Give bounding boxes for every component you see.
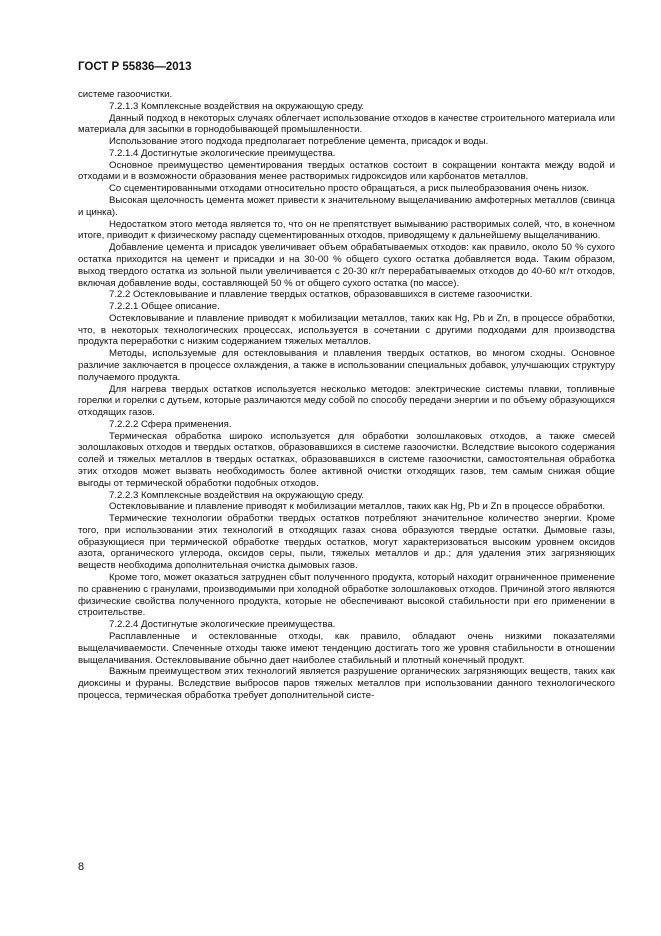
paragraph: Методы, используемые для остекловывания и плавления твердых остатков, во многом сходны. Основное различие заключается в процессе охлаждения, а также в использовании специальных добавок, улучшающих структуру получаемого продукта. — [78, 348, 615, 383]
document-header: ГОСТ Р 55836—2013 — [78, 61, 192, 73]
paragraph: Со сцементированными отходами относительно просто обращаться, а риск пылеобразования очень низок. — [109, 183, 589, 195]
paragraph: системе газоочистки. — [78, 89, 173, 100]
section-heading: 7.2.2.3 Комплексные воздействия на окружающую среду. — [109, 489, 365, 501]
paragraph: Высокая щелочность цемента может привести к значительному выщелачиванию амфотерных металлов (свинца и цинка). — [78, 195, 615, 218]
document-body — [78, 89, 615, 702]
section-heading: 7.2.2.4 Достигнутые экологические преимущества. — [109, 619, 336, 631]
paragraph: Остекловывание и плавление приводят к мобилизации металлов, таких как Hg, Pb и Zn, в процессе обработки, что, в некоторых технологических процессах, используется в сочетании с другими подходами для производства продукта переработки с низким содержанием тяжелых металлов. — [78, 312, 615, 348]
section-heading: 7.2.2.1 Общее описание. — [109, 301, 220, 313]
paragraph: Основное преимущество цементирования твердых остатков состоит в сокращении контакта между водой и отходами и в возможности образования менее растворимых гидроксидов или карбонатов металлов. — [78, 159, 615, 183]
section-heading: 7.2.1.4 Достигнутые экологические преимущества. — [109, 147, 336, 159]
section-heading: 7.2.2 Остекловывание и плавление твердых остатков, образовавшихся в системе газоочистки. — [109, 289, 533, 301]
paragraph: Термические технологии обработки твердых остатков потребляют значительное количество энергии. Кроме того, при использовании этих технологий в отходящих газах снова образуются твердые остатки. Дымовые газы, образующиеся при термической обработке твердых остатков, могут характеризоваться высоким уровнем оксидов азота, органического углерода, оксидов серы, пыли, тяжелых металлов и др.; для удаления этих загрязняющих веществ необходима дополнительная очистка дымовых газов. — [78, 513, 615, 572]
page-number: 8 — [78, 861, 85, 873]
paragraph: Важным преимуществом этих технологий является разрушение органических загрязняющих веществ, таких как диоксины и фураны. Вследствие выбросов паров тяжелых металлов при использовании данного технологического процесса, термическая обработка требует дополнительной систе- — [78, 666, 615, 701]
paragraph: Термическая обработка широко используется для обработки золошлаковых отходов, а также смесей золошлаковых отходов и твердых остатков, образовавшихся в системе газоочистки. Вследствие высокого содержания солей и тяжелых металлов в твердых остатках, образовавшихся в системе газоочистки, самостоятельная обработка этих отходов может вызвать необходимость более активной очистки отходящих газов, тем самым снижая общие выгоды от термической обработки подобных отходов. — [78, 430, 615, 489]
paragraph: Для нагрева твердых остатков используется несколько методов: электрические системы плавки, топливные горелки и горелки с дутьем, которые различаются меду собой по способу передачи энергии и по объему образующихся отходящих газов. — [78, 383, 615, 419]
paragraph: Использование этого подхода предполагает потребление цемента, присадок и воды. — [109, 136, 489, 148]
section-heading: 7.2.1.3 Комплексные воздействия на окружающую среду. — [109, 100, 365, 112]
section-heading: 7.2.2.2 Сфера применения. — [109, 418, 232, 430]
paragraph: Данный подход в некоторых случаях облегчает использование отходов в качестве строительного материала или материала для засыпки в горнодобывающей промышленности. — [78, 112, 615, 136]
paragraph: Кроме того, может оказаться затруднен сбыт полученного продукта, который находит ограниченное применение по сравнению с гранулами, производимыми при холодной обработке золошлаковых отходов. Причиной этого являются физические свойства полученного продукта, которые не обеспечивают высокой стабильности при его применении в строительстве. — [78, 572, 615, 619]
paragraph: Остекловывание и плавление приводят к мобилизации металлов, таких как Hg, Pb и Zn в процессе обработки. — [109, 501, 606, 513]
paragraph: Добавление цемента и присадок увеличивает объем обрабатываемых отходов: как правило, около 50 % сухого остатка приходится на цемент и присадки и на 30-00 % общего сухого остатка добавляется вода. Таким образом, выход твердого остатка из зольной пыли увеличивается с 20-30 кг/т перерабатываемых отходов до 40-60 кг/т отходов, включая добавление воды, составляющей 50 % от общего сухого остатка (по массе). — [78, 242, 615, 289]
paragraph: Расплавленные и остеклованные отходы, как правило, обладают очень низкими показателями выщелачиваемости. Спеченные отходы также имеют тенденцию достигать того же уровня стабильности в отношении выщелачивания. Остекловывание обычно дает наиболее стабильный и плотный конечный продукт. — [78, 630, 615, 666]
paragraph: Недостатком этого метода является то, что он не препятствует вымыванию растворимых солей, что, в конечном итоге, приводит к физическому распаду сцементированных отходов, приводящему к дальнейшему выщелачиванию. — [78, 218, 615, 242]
